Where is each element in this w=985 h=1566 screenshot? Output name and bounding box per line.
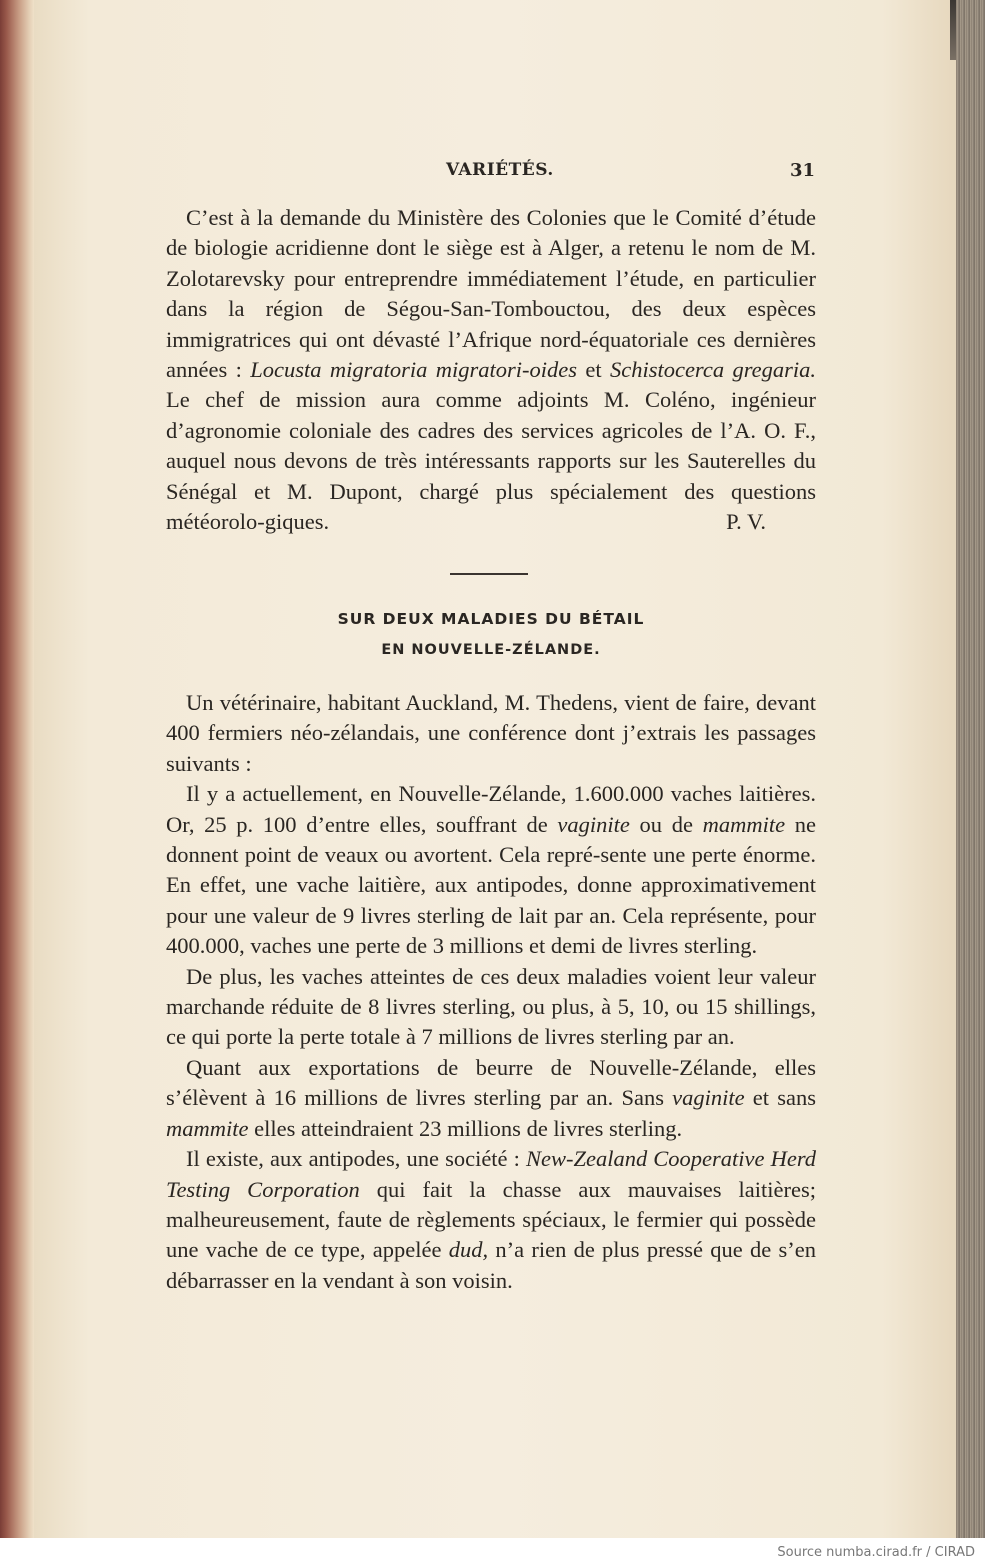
text-run: et sans: [744, 1085, 816, 1111]
italic-text: mammite: [702, 811, 786, 837]
text-run: qui fait la chasse aux mauvaises laitières; malheureusement, faute de règlements spéciaux, le fermier qui possède une vache de ce type, appelée: [166, 1176, 817, 1263]
text-run: Il y a actuellement, en Nouvelle-Zélande, 1.600.000 vaches laitières. Or, 25 p. 100 d’entre elles, souffrant de: [166, 781, 816, 837]
text-run: De plus, les vaches atteintes de ces deux maladies voient leur valeur marchande réduite de 8 livres sterling, ou plus, à 5, 10, ou 15 shillings, ce qui porte la perte totale à 7 millions de livres sterling par an.: [166, 963, 816, 1050]
italic-text: Schistocerca gregaria.: [609, 357, 817, 383]
text-run: et: [576, 357, 610, 383]
paragraph: [166, 962, 816, 1053]
italic-text: vaginite: [672, 1085, 745, 1111]
italic-text: vaginite: [557, 811, 630, 837]
text-run: ne donnent point de veaux ou avortent. Cela repré-sente une perte énorme. En effet, une vache laitière, aux antipodes, donne approximativement pour une valeur de 9 livres sterling de lait par an. Cela représente, pour 400.000, vaches une perte de 3 millions et demi de livres sterling.: [166, 811, 816, 959]
text-run: Il existe, aux antipodes, une société :: [186, 1146, 526, 1172]
italic-text: mammite: [166, 1115, 249, 1141]
page-edges: [956, 0, 985, 1538]
text-run: C’est à la demande du Ministère des Colonies que le Comité d’étude de biologie acridienne dont le siège est à Alger, a retenu le nom de M. Zolotarevsky pour entreprendre immédiatement l’étude, en particulier dans la région de Ségou-San-Tombouctou, des deux espèces immigratrices qui ont dévasté l’Afrique nord-équatoriale ces dernières années :: [166, 205, 816, 383]
paragraph: [166, 688, 816, 779]
section-divider: [450, 573, 528, 575]
running-title: VARIÉTÉS.: [446, 160, 554, 180]
paragraph: [166, 203, 816, 537]
italic-text: dud,: [448, 1237, 489, 1263]
paragraph: [166, 1144, 816, 1296]
text-run: Un vétérinaire, habitant Auckland, M. Thedens, vient de faire, devant 400 fermiers néo-zélandais, une conférence dont j’extrais les passages suivants :: [166, 690, 816, 776]
article-title: SUR DEUX MALADIES DU BÉTAIL: [337, 610, 645, 628]
italic-text: New-Zealand Cooperative Herd Testing Corporation: [166, 1146, 816, 1202]
previous-article-text: [166, 203, 816, 537]
text-run: elles atteindraient 23 millions de livres sterling.: [248, 1115, 683, 1141]
source-credit: Source numba.cirad.fr / CIRAD: [777, 1545, 975, 1560]
text-run: Le chef de mission aura comme adjoints M. Coléno, ingénieur d’agronomie coloniale des cadres des services agricoles de l’A. O. F., auquel nous devons de très intéressants rapports sur les Sauterelles du Sénégal et M. Dupont, chargé plus spécialement des questions météorolo-giques.: [166, 387, 816, 535]
paragraph: [166, 1053, 816, 1144]
book-spine: [0, 0, 34, 1538]
article-subtitle: EN NOUVELLE-ZÉLANDE.: [381, 642, 601, 658]
text-run: n’a rien de plus pressé que de s’en débarrasser en la vendant à son voisin.: [166, 1237, 817, 1293]
text-run: Quant aux exportations de beurre de Nouvelle-Zélande, elles s’élèvent à 16 millions de livres sterling par an. Sans: [166, 1054, 816, 1111]
paragraph: [166, 779, 816, 961]
article-body: [166, 688, 816, 1296]
italic-text: Locusta migratoria migratori-oides: [250, 357, 577, 383]
page-number: 31: [790, 160, 816, 181]
signature: P. V.: [726, 509, 766, 535]
text-run: ou de: [629, 811, 703, 837]
